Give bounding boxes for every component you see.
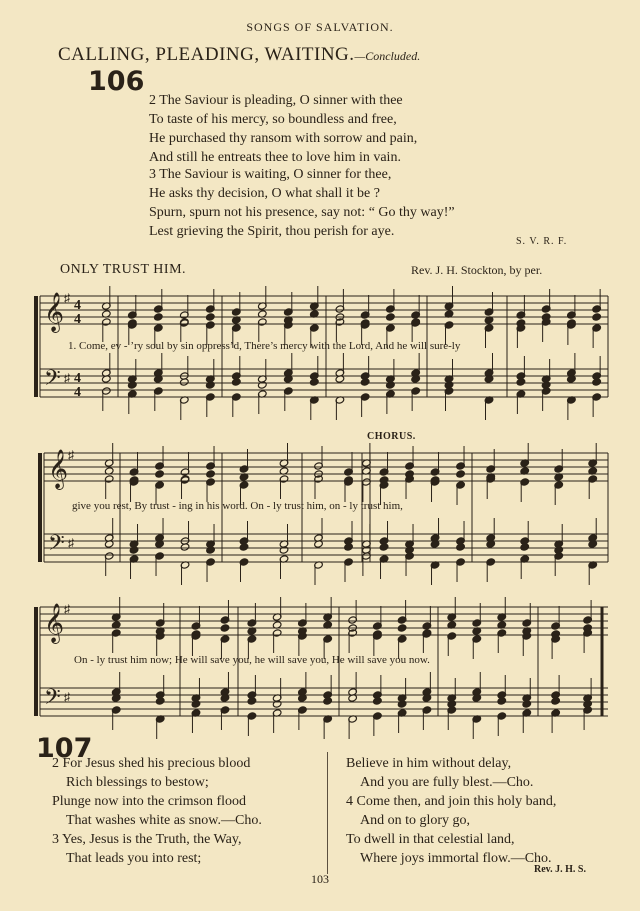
stanza-line: Lest grieving the Spirit, thou perish for aye. [149,224,395,239]
stanza-line: 3 The Saviour is waiting, O sinner for thee, [149,167,392,182]
time-signature: 4 [74,298,81,313]
time-signature: 4 [74,385,81,400]
hymn-107-right-column [346,754,556,868]
section-title-suffix: —Concluded. [354,49,421,63]
hymn-107-credit: Rev. J. H. S. [534,864,586,875]
stanza-line: Where joys immortal flow.—Cho. [360,851,552,866]
note-head [397,624,407,632]
note-head [456,470,466,478]
key-signature-sharp: ♯ [64,291,70,305]
system-brace [34,607,38,716]
time-signature: 4 [74,312,81,327]
page-number: 103 [311,872,329,886]
key-signature-sharp: ♯ [68,448,74,462]
treble-clef-icon: 𝄞 [44,292,65,332]
treble-clef-icon: 𝄞 [48,449,69,489]
treble-clef-icon: 𝄞 [44,603,65,643]
stanza-line: And on to glory go, [360,813,471,828]
note-head [386,313,396,321]
stanza-line: 2 For Jesus shed his precious blood [52,756,251,771]
stanza-line: 2 The Saviour is pleading, O sinner with thee [149,93,403,108]
stanza-line: He purchased thy ransom with sorrow and pain, [149,131,418,146]
key-signature-sharp: ♯ [64,371,70,385]
song-title: ONLY TRUST HIM. [60,262,187,277]
note-head [154,313,164,321]
stanza-line: He asks thy decision, O what shall it be ? [149,186,380,201]
bass-clef-icon: 𝄢 [44,685,61,715]
column-divider [327,752,328,874]
time-signature: 4 [74,371,81,386]
stanza-line: Spurn, spurn not his presence, say not: “ Go thy way!” [149,205,455,220]
system-brace [34,296,38,397]
hymn-number-107: 107 [36,733,93,764]
stanza-line: To taste of his mercy, so boundless and free, [149,112,397,127]
running-head: SONGS OF SALVATION. [246,20,394,34]
key-signature-sharp: ♯ [64,690,70,704]
song-author: Rev. J. H. Stockton, by per. [411,263,543,277]
hymn-106-signature: S. V. R. F. [516,236,568,247]
stanza-line: Plunge now into the crimson flood [52,794,247,809]
key-signature-sharp: ♯ [64,602,70,616]
system-brace [38,453,42,562]
lyrics-line-3: On - ly trust him now; He will save you, he will save you, He will save you now. [74,654,430,666]
section-title-text: CALLING, PLEADING, WAITING. [58,44,355,65]
hymn-number-106: 106 [88,66,145,97]
stanza-line: 4 Come then, and join this holy band, [346,794,557,809]
stanza-line: To dwell in that celestial land, [346,832,515,847]
note-head [206,313,216,321]
note-head [206,470,216,478]
bass-clef-icon: 𝄢 [44,366,61,396]
stanza-line: That leads you into rest; [66,851,202,866]
stanza-line: That washes white as snow.—Cho. [66,813,262,828]
stanza-line: 3 Yes, Jesus is the Truth, the Way, [52,832,242,847]
stanza-line: Rich blessings to bestow; [66,775,209,790]
stanza-line: And you are fully blest.—Cho. [360,775,534,790]
stanza-line: Believe in him without delay, [346,756,512,771]
chorus-label: CHORUS. [367,431,416,442]
bass-clef-icon: 𝄢 [48,531,65,561]
note-head [220,624,230,632]
hymn-107-left-column [52,754,262,868]
lyrics-line-1: 1. Come, ev - ’ry soul by sin oppress’d, There’s mercy with the Lord, And he will sure-ly [68,340,461,352]
note-head [155,470,165,478]
lyrics-line-2: give you rest, By trust - ing in his word. On - ly trust him, on - ly trust him, [72,500,403,512]
note-head [592,313,602,321]
stanza-line: And still he entreats thee to love him in vain. [149,150,401,165]
key-signature-sharp: ♯ [68,536,74,550]
